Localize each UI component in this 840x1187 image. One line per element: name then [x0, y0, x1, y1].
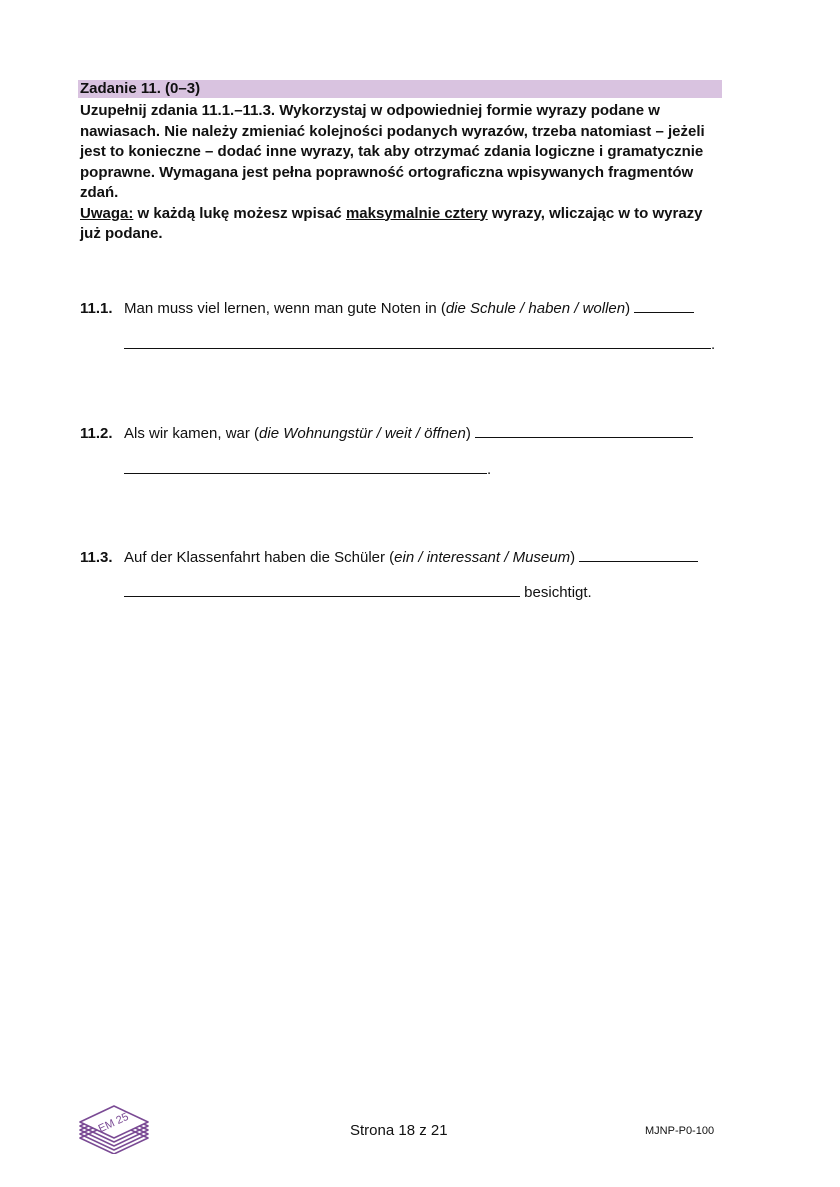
item-text: Man muss viel lernen, wenn man gute Noten in ( [124, 300, 446, 317]
exercise-item-11-1-continuation [124, 334, 715, 355]
item-text: Als wir kamen, war ( [124, 425, 260, 442]
item-hint: ein / interessant / Museum [394, 549, 571, 566]
instruction-text: Uzupełnij zdania 11.1.–11.3. Wykorzystaj w odpowiedniej formie wyrazy podane w nawiasach. Nie należy zmieniać kolejności podanych wyrazów, trzeba natomiast – jeżeli jest to konieczne – dodać inne wyrazy, tak aby otrzymać zdania logiczne i gramatycznie poprawne. Wymagana jest pełna poprawność ortograficzna wpisywanych fragmentów zdań. [80, 102, 705, 201]
item-ending: . [487, 461, 492, 478]
note-text-2: wyrazy, wliczając w to wyrazy już podane. [80, 204, 703, 242]
item-number: 11.1. [80, 300, 113, 317]
item-hint: die Schule / haben / wollen [445, 300, 626, 317]
exercise-item-11-3 [80, 547, 698, 568]
exercise-item-11-2 [80, 423, 693, 444]
item-paren: ) [625, 300, 631, 317]
page-number: Strona 18 z 21 [350, 1122, 448, 1139]
logo-text: EM 25 [96, 1110, 131, 1136]
item-text: Auf der Klassenfahrt haben die Schüler ( [124, 549, 395, 566]
item-number: 11.3. [80, 549, 113, 566]
answer-gap[interactable] [124, 334, 711, 349]
exercise-item-11-3-continuation [124, 582, 592, 603]
task-instructions [80, 101, 720, 245]
answer-gap[interactable] [124, 459, 487, 474]
answer-gap[interactable] [124, 582, 520, 597]
note-label: Uwaga: [80, 204, 134, 222]
note-text-1: w każdą lukę możesz wpisać [133, 204, 346, 222]
task-title: Zadanie 11. (0–3) [78, 80, 722, 98]
exam-logo-icon [76, 1102, 152, 1154]
item-ending: . [711, 336, 716, 353]
item-paren: ) [465, 425, 471, 442]
item-number: 11.2. [80, 425, 113, 442]
exam-code: MJNP-P0-100 [645, 1125, 715, 1137]
exercise-item-11-2-continuation [124, 459, 491, 480]
answer-gap[interactable] [634, 298, 694, 313]
note-emphasis: maksymalnie cztery [345, 204, 488, 222]
item-ending: besichtigt. [524, 584, 592, 601]
item-paren: ) [570, 549, 576, 566]
answer-gap[interactable] [579, 547, 698, 562]
item-hint: die Wohnungstür / weit / öffnen [259, 425, 466, 442]
exercise-item-11-1 [80, 298, 694, 319]
note [80, 204, 720, 245]
answer-gap[interactable] [475, 423, 693, 438]
